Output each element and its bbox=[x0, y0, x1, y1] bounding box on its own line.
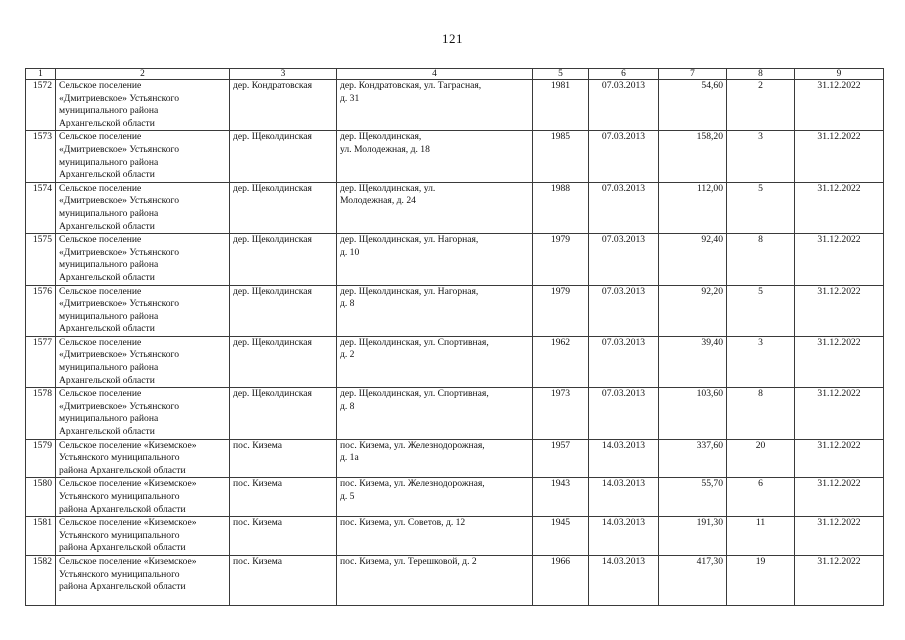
column-header-6: 6 bbox=[589, 69, 659, 80]
end-date-cell: 31.12.2022 bbox=[795, 80, 884, 131]
date-cell: 14.03.2013 bbox=[589, 517, 659, 556]
column-header-3: 3 bbox=[230, 69, 337, 80]
table-row bbox=[26, 555, 884, 605]
row-number-cell: 1572 bbox=[26, 80, 56, 131]
locality-cell: дер. Кондратовская bbox=[230, 80, 337, 131]
locality-cell: пос. Кизема bbox=[230, 439, 337, 478]
area-cell: 103,60 bbox=[659, 388, 727, 439]
address-cell: дер. Щеколдинская, ул. Молодежная, д. 24 bbox=[337, 182, 533, 233]
settlement-cell: Сельское поселение «Киземское» Устьянского муниципального района Архангельской области bbox=[56, 439, 230, 478]
address-cell: дер. Щеколдинская, ул. Нагорная, д. 10 bbox=[337, 234, 533, 285]
table-body bbox=[26, 80, 884, 606]
address-cell: дер. Щеколдинская, ул. Спортивная, д. 8 bbox=[337, 388, 533, 439]
area-cell: 92,40 bbox=[659, 234, 727, 285]
end-date-cell: 31.12.2022 bbox=[795, 131, 884, 182]
year-cell: 1962 bbox=[533, 336, 589, 387]
locality-cell: дер. Щеколдинская bbox=[230, 285, 337, 336]
end-date-cell: 31.12.2022 bbox=[795, 439, 884, 478]
address-cell: дер. Щеколдинская, ул. Молодежная, д. 18 bbox=[337, 131, 533, 182]
table-row bbox=[26, 478, 884, 517]
year-cell: 1981 bbox=[533, 80, 589, 131]
count-cell: 8 bbox=[727, 388, 795, 439]
row-number-cell: 1581 bbox=[26, 517, 56, 556]
column-header-9: 9 bbox=[795, 69, 884, 80]
count-cell: 11 bbox=[727, 517, 795, 556]
column-header-5: 5 bbox=[533, 69, 589, 80]
table-row bbox=[26, 388, 884, 439]
area-cell: 337,60 bbox=[659, 439, 727, 478]
locality-cell: дер. Щеколдинская bbox=[230, 336, 337, 387]
settlement-cell: Сельское поселение «Дмитриевское» Устьянского муниципального района Архангельской области bbox=[56, 234, 230, 285]
year-cell: 1979 bbox=[533, 285, 589, 336]
row-number-cell: 1576 bbox=[26, 285, 56, 336]
count-cell: 8 bbox=[727, 234, 795, 285]
year-cell: 1973 bbox=[533, 388, 589, 439]
date-cell: 07.03.2013 bbox=[589, 388, 659, 439]
settlement-cell: Сельское поселение «Киземское» Устьянского муниципального района Архангельской области bbox=[56, 517, 230, 556]
locality-cell: пос. Кизема bbox=[230, 517, 337, 556]
settlement-cell: Сельское поселение «Дмитриевское» Устьянского муниципального района Архангельской области bbox=[56, 131, 230, 182]
column-header-2: 2 bbox=[56, 69, 230, 80]
end-date-cell: 31.12.2022 bbox=[795, 182, 884, 233]
locality-cell: дер. Щеколдинская bbox=[230, 234, 337, 285]
date-cell: 07.03.2013 bbox=[589, 234, 659, 285]
table-row bbox=[26, 80, 884, 131]
count-cell: 2 bbox=[727, 80, 795, 131]
table-row bbox=[26, 182, 884, 233]
end-date-cell: 31.12.2022 bbox=[795, 517, 884, 556]
column-header-8: 8 bbox=[727, 69, 795, 80]
end-date-cell: 31.12.2022 bbox=[795, 285, 884, 336]
count-cell: 5 bbox=[727, 285, 795, 336]
count-cell: 3 bbox=[727, 131, 795, 182]
settlement-cell: Сельское поселение «Киземское» Устьянского муниципального района Архангельской области bbox=[56, 478, 230, 517]
housing-registry-table bbox=[25, 68, 884, 606]
area-cell: 417,30 bbox=[659, 555, 727, 605]
count-cell: 20 bbox=[727, 439, 795, 478]
area-cell: 92,20 bbox=[659, 285, 727, 336]
year-cell: 1943 bbox=[533, 478, 589, 517]
year-cell: 1945 bbox=[533, 517, 589, 556]
settlement-cell: Сельское поселение «Дмитриевское» Устьянского муниципального района Архангельской области bbox=[56, 80, 230, 131]
table-row bbox=[26, 285, 884, 336]
address-cell: дер. Щеколдинская, ул. Нагорная, д. 8 bbox=[337, 285, 533, 336]
row-number-cell: 1577 bbox=[26, 336, 56, 387]
area-cell: 39,40 bbox=[659, 336, 727, 387]
area-cell: 191,30 bbox=[659, 517, 727, 556]
locality-cell: дер. Щеколдинская bbox=[230, 131, 337, 182]
row-number-cell: 1582 bbox=[26, 555, 56, 605]
date-cell: 07.03.2013 bbox=[589, 336, 659, 387]
address-cell: дер. Щеколдинская, ул. Спортивная, д. 2 bbox=[337, 336, 533, 387]
count-cell: 5 bbox=[727, 182, 795, 233]
date-cell: 07.03.2013 bbox=[589, 182, 659, 233]
end-date-cell: 31.12.2022 bbox=[795, 336, 884, 387]
year-cell: 1979 bbox=[533, 234, 589, 285]
address-cell: пос. Кизема, ул. Железнодорожная, д. 1а bbox=[337, 439, 533, 478]
row-number-cell: 1575 bbox=[26, 234, 56, 285]
locality-cell: пос. Кизема bbox=[230, 555, 337, 605]
year-cell: 1985 bbox=[533, 131, 589, 182]
column-header-1: 1 bbox=[26, 69, 56, 80]
end-date-cell: 31.12.2022 bbox=[795, 478, 884, 517]
address-cell: дер. Кондратовская, ул. Таграсная, д. 31 bbox=[337, 80, 533, 131]
count-cell: 19 bbox=[727, 555, 795, 605]
row-number-cell: 1578 bbox=[26, 388, 56, 439]
table-row bbox=[26, 517, 884, 556]
settlement-cell: Сельское поселение «Киземское» Устьянского муниципального района Архангельской области bbox=[56, 555, 230, 605]
row-number-cell: 1580 bbox=[26, 478, 56, 517]
table-row bbox=[26, 336, 884, 387]
end-date-cell: 31.12.2022 bbox=[795, 234, 884, 285]
end-date-cell: 31.12.2022 bbox=[795, 555, 884, 605]
row-number-cell: 1573 bbox=[26, 131, 56, 182]
date-cell: 07.03.2013 bbox=[589, 80, 659, 131]
column-number-row bbox=[26, 69, 884, 80]
locality-cell: дер. Щеколдинская bbox=[230, 388, 337, 439]
column-header-4: 4 bbox=[337, 69, 533, 80]
table-row bbox=[26, 131, 884, 182]
locality-cell: пос. Кизема bbox=[230, 478, 337, 517]
date-cell: 14.03.2013 bbox=[589, 439, 659, 478]
area-cell: 112,00 bbox=[659, 182, 727, 233]
year-cell: 1966 bbox=[533, 555, 589, 605]
date-cell: 07.03.2013 bbox=[589, 131, 659, 182]
page-number: 121 bbox=[442, 31, 463, 46]
table-row bbox=[26, 439, 884, 478]
area-cell: 158,20 bbox=[659, 131, 727, 182]
date-cell: 07.03.2013 bbox=[589, 285, 659, 336]
year-cell: 1988 bbox=[533, 182, 589, 233]
settlement-cell: Сельское поселение «Дмитриевское» Устьянского муниципального района Архангельской области bbox=[56, 182, 230, 233]
date-cell: 14.03.2013 bbox=[589, 478, 659, 517]
settlement-cell: Сельское поселение «Дмитриевское» Устьянского муниципального района Архангельской области bbox=[56, 285, 230, 336]
table-header bbox=[26, 69, 884, 80]
end-date-cell: 31.12.2022 bbox=[795, 388, 884, 439]
row-number-cell: 1579 bbox=[26, 439, 56, 478]
settlement-cell: Сельское поселение «Дмитриевское» Устьянского муниципального района Архангельской области bbox=[56, 336, 230, 387]
settlement-cell: Сельское поселение «Дмитриевское» Устьянского муниципального района Архангельской области bbox=[56, 388, 230, 439]
table-row bbox=[26, 234, 884, 285]
column-header-7: 7 bbox=[659, 69, 727, 80]
area-cell: 54,60 bbox=[659, 80, 727, 131]
count-cell: 3 bbox=[727, 336, 795, 387]
date-cell: 14.03.2013 bbox=[589, 555, 659, 605]
address-cell: пос. Кизема, ул. Терешковой, д. 2 bbox=[337, 555, 533, 605]
row-number-cell: 1574 bbox=[26, 182, 56, 233]
area-cell: 55,70 bbox=[659, 478, 727, 517]
count-cell: 6 bbox=[727, 478, 795, 517]
year-cell: 1957 bbox=[533, 439, 589, 478]
address-cell: пос. Кизема, ул. Советов, д. 12 bbox=[337, 517, 533, 556]
address-cell: пос. Кизема, ул. Железнодорожная, д. 5 bbox=[337, 478, 533, 517]
locality-cell: дер. Щеколдинская bbox=[230, 182, 337, 233]
